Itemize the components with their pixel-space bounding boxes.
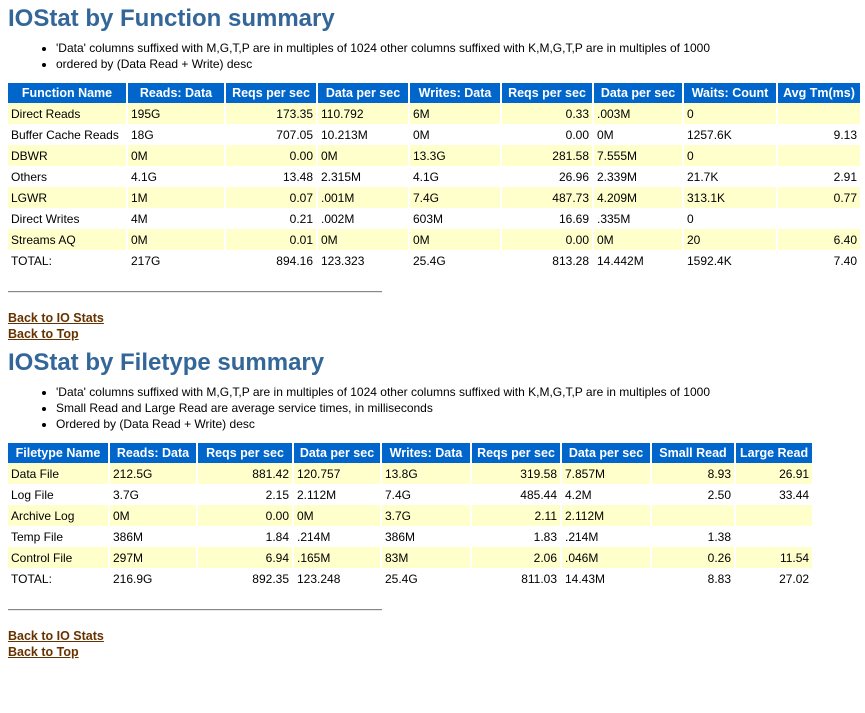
table-cell: 120.757: [294, 463, 382, 484]
table-row: [8, 250, 862, 271]
table-cell: 4.1G: [128, 166, 226, 187]
table-cell: 9.13: [778, 124, 862, 145]
table-cell: 0.00: [198, 505, 294, 526]
table-row: [8, 145, 862, 166]
table-cell: 0.01: [226, 229, 318, 250]
note-item: • Small Read and Large Read are average service times, in milliseconds: [56, 400, 857, 416]
table-cell: 10.213M: [318, 124, 410, 145]
table-cell: 386M: [382, 526, 472, 547]
column-header: Reqs per sec: [472, 443, 562, 463]
column-header: Data per sec: [562, 443, 652, 463]
table-cell: 20: [684, 229, 778, 250]
table-cell: 0.00: [502, 124, 594, 145]
table-cell: .002M: [318, 208, 410, 229]
table-cell: 7.857M: [562, 463, 652, 484]
table-cell: 0M: [318, 229, 410, 250]
note-item: • Ordered by (Data Read + Write) desc: [56, 416, 857, 432]
column-header: Writes: Data: [382, 443, 472, 463]
table-cell: 0M: [128, 229, 226, 250]
table-cell: 892.35: [198, 568, 294, 589]
table-cell: Direct Writes: [8, 208, 128, 229]
column-header: Avg Tm(ms): [778, 83, 862, 103]
back-to-io-stats-link[interactable]: Back to IO Stats: [8, 311, 104, 325]
table-row: [8, 166, 862, 187]
table-cell: 0.26: [652, 547, 736, 568]
filetype-summary-title: IOStat by Filetype summary: [8, 349, 325, 376]
table-cell: 2.315M: [318, 166, 410, 187]
table-cell: 813.28: [502, 250, 594, 271]
table-cell: 2.15: [198, 484, 294, 505]
divider: [8, 609, 382, 611]
column-header: Small Read: [652, 443, 736, 463]
back-to-top-link[interactable]: Back to Top: [8, 327, 79, 341]
table-cell: TOTAL:: [8, 568, 110, 589]
table-cell: 313.1K: [684, 187, 778, 208]
table-row: [8, 484, 814, 505]
table-cell: .214M: [294, 526, 382, 547]
table-cell: 1257.6K: [684, 124, 778, 145]
table-cell: Archive Log: [8, 505, 110, 526]
table-cell: [778, 103, 862, 124]
note-item: • 'Data' columns suffixed with M,G,T,P are in multiples of 1024 other columns suffixed with K,M,G,T,P are in multiples of 1000: [56, 40, 857, 56]
table-cell: 18G: [128, 124, 226, 145]
table-cell: [736, 505, 814, 526]
table-cell: Data File: [8, 463, 110, 484]
table-cell: [778, 145, 862, 166]
table-cell: Streams AQ: [8, 229, 128, 250]
table-cell: 0.00: [226, 145, 318, 166]
back-to-top-link[interactable]: Back to Top: [8, 645, 79, 659]
table-cell: 11.54: [736, 547, 814, 568]
table-cell: 14.43M: [562, 568, 652, 589]
table-cell: [736, 526, 814, 547]
table-cell: [652, 505, 736, 526]
table-cell: 216.9G: [110, 568, 198, 589]
table-cell: 21.7K: [684, 166, 778, 187]
table-cell: 0.21: [226, 208, 318, 229]
table-cell: .335M: [594, 208, 684, 229]
table-cell: LGWR: [8, 187, 128, 208]
table-cell: 2.112M: [294, 484, 382, 505]
table-cell: 485.44: [472, 484, 562, 505]
header-row: [8, 83, 862, 103]
table-row: [8, 208, 862, 229]
table-cell: 2.339M: [594, 166, 684, 187]
divider: [8, 291, 382, 293]
table-cell: Direct Reads: [8, 103, 128, 124]
table-cell: 319.58: [472, 463, 562, 484]
table-cell: 14.442M: [594, 250, 684, 271]
table-cell: 7.555M: [594, 145, 684, 166]
function-summary-notes: [8, 40, 857, 72]
table-cell: 1M: [128, 187, 226, 208]
table-cell: .214M: [562, 526, 652, 547]
table-cell: 195G: [128, 103, 226, 124]
table-cell: 3.7G: [382, 505, 472, 526]
table-cell: 2.91: [778, 166, 862, 187]
table-cell: 7.4G: [382, 484, 472, 505]
table-cell: 7.40: [778, 250, 862, 271]
table-cell: 2.11: [472, 505, 562, 526]
table-cell: 4M: [128, 208, 226, 229]
table-cell: 33.44: [736, 484, 814, 505]
table-cell: 0.33: [502, 103, 594, 124]
table-cell: 7.4G: [410, 187, 502, 208]
table-cell: Others: [8, 166, 128, 187]
table-cell: 25.4G: [382, 568, 472, 589]
table-cell: 110.792: [318, 103, 410, 124]
table-cell: 16.69: [502, 208, 594, 229]
back-to-io-stats-link[interactable]: Back to IO Stats: [8, 629, 104, 643]
table-cell: 1592.4K: [684, 250, 778, 271]
function-summary-title: IOStat by Function summary: [8, 5, 335, 32]
table-cell: 603M: [410, 208, 502, 229]
table-cell: TOTAL:: [8, 250, 128, 271]
table-cell: 212.5G: [110, 463, 198, 484]
table-cell: 386M: [110, 526, 198, 547]
table-cell: 13.48: [226, 166, 318, 187]
table-cell: Temp File: [8, 526, 110, 547]
table-cell: 2.06: [472, 547, 562, 568]
table-cell: 297M: [110, 547, 198, 568]
table-cell: 0.77: [778, 187, 862, 208]
table-cell: 1.38: [652, 526, 736, 547]
table-cell: 0M: [294, 505, 382, 526]
table-cell: 0M: [594, 124, 684, 145]
table-cell: .001M: [318, 187, 410, 208]
table-cell: .046M: [562, 547, 652, 568]
table-row: [8, 463, 814, 484]
table-cell: 0M: [410, 124, 502, 145]
table-row: [8, 229, 862, 250]
table-cell: 6.94: [198, 547, 294, 568]
table-cell: 2.112M: [562, 505, 652, 526]
table-cell: 217G: [128, 250, 226, 271]
column-header: Writes: Data: [410, 83, 502, 103]
table-cell: 707.05: [226, 124, 318, 145]
table-cell: Log File: [8, 484, 110, 505]
table-cell: .165M: [294, 547, 382, 568]
table-cell: 123.323: [318, 250, 410, 271]
table-cell: 27.02: [736, 568, 814, 589]
table-cell: 6.40: [778, 229, 862, 250]
table-cell: 2.50: [652, 484, 736, 505]
table-cell: 173.35: [226, 103, 318, 124]
table-row: [8, 103, 862, 124]
table-cell: 0.00: [502, 229, 594, 250]
table-cell: 0: [684, 145, 778, 166]
table-row: [8, 124, 862, 145]
table-cell: 811.03: [472, 568, 562, 589]
table-cell: 13.8G: [382, 463, 472, 484]
table-cell: Control File: [8, 547, 110, 568]
table-cell: 3.7G: [110, 484, 198, 505]
table-cell: 0: [684, 208, 778, 229]
column-header: Reqs per sec: [502, 83, 594, 103]
table-cell: 881.42: [198, 463, 294, 484]
table-cell: Buffer Cache Reads: [8, 124, 128, 145]
note-item: • ordered by (Data Read + Write) desc: [56, 56, 857, 72]
table-cell: 25.4G: [410, 250, 502, 271]
table-cell: 1.84: [198, 526, 294, 547]
table-row: [8, 568, 814, 589]
table-cell: 83M: [382, 547, 472, 568]
nav-links: [8, 310, 857, 342]
column-header: Filetype Name: [8, 443, 110, 463]
column-header: Data per sec: [594, 83, 684, 103]
table-cell: 0M: [318, 145, 410, 166]
table-cell: 4.1G: [410, 166, 502, 187]
table-cell: 487.73: [502, 187, 594, 208]
nav-links: [8, 628, 857, 660]
table-cell: 281.58: [502, 145, 594, 166]
table-cell: 13.3G: [410, 145, 502, 166]
column-header: Waits: Count: [684, 83, 778, 103]
column-header: Large Read: [736, 443, 814, 463]
column-header: Reads: Data: [128, 83, 226, 103]
table-cell: 0.07: [226, 187, 318, 208]
table-row: [8, 547, 814, 568]
table-row: [8, 505, 814, 526]
column-header: Reqs per sec: [198, 443, 294, 463]
column-header: Reqs per sec: [226, 83, 318, 103]
column-header: Reads: Data: [110, 443, 198, 463]
table-cell: 6M: [410, 103, 502, 124]
function-summary-table: [8, 83, 862, 271]
column-header: Data per sec: [294, 443, 382, 463]
table-cell: 0M: [110, 505, 198, 526]
filetype-summary-table: [8, 443, 814, 589]
table-row: [8, 187, 862, 208]
table-cell: 26.91: [736, 463, 814, 484]
column-header: Data per sec: [318, 83, 410, 103]
table-cell: 8.93: [652, 463, 736, 484]
table-cell: 894.16: [226, 250, 318, 271]
table-cell: 0M: [594, 229, 684, 250]
table-cell: 0M: [128, 145, 226, 166]
table-cell: 1.83: [472, 526, 562, 547]
table-cell: 8.83: [652, 568, 736, 589]
table-row: [8, 526, 814, 547]
table-cell: 0M: [410, 229, 502, 250]
table-cell: 4.2M: [562, 484, 652, 505]
header-row: [8, 443, 814, 463]
table-cell: 0: [684, 103, 778, 124]
note-item: • 'Data' columns suffixed with M,G,T,P are in multiples of 1024 other columns suffixed with K,M,G,T,P are in multiples of 1000: [56, 384, 857, 400]
table-cell: 123.248: [294, 568, 382, 589]
column-header: Function Name: [8, 83, 128, 103]
table-cell: 26.96: [502, 166, 594, 187]
table-cell: 4.209M: [594, 187, 684, 208]
filetype-summary-notes: [8, 384, 857, 432]
table-cell: .003M: [594, 103, 684, 124]
table-cell: DBWR: [8, 145, 128, 166]
table-cell: [778, 208, 862, 229]
